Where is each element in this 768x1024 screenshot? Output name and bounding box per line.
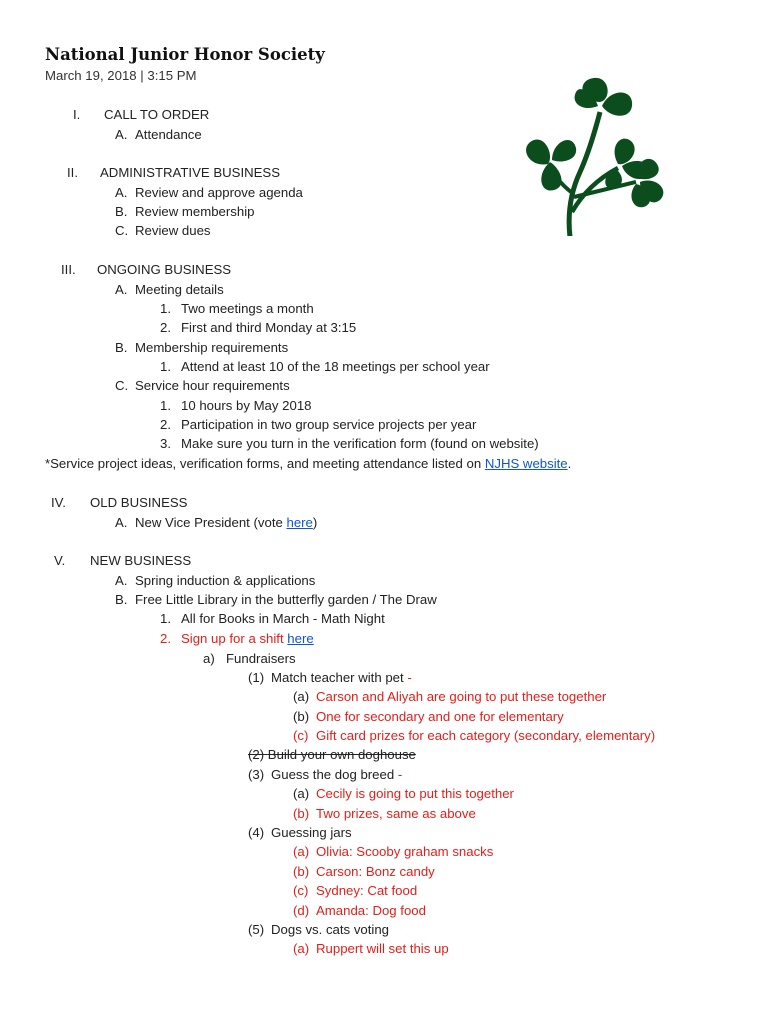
meeting-date: March 19, 2018 | 3:15 PM	[45, 68, 197, 83]
document-title: National Junior Honor Society	[45, 45, 325, 64]
vote-here-link[interactable]: here	[286, 515, 313, 530]
fundraiser-doghouse-struck: (2) Build your own doghouse	[248, 747, 416, 762]
shift-signup-link[interactable]: here	[287, 631, 314, 646]
service-project-note: *Service project ideas, verification forms, and meeting attendance listed on NJHS website.	[45, 456, 572, 471]
shamrock-image	[518, 72, 670, 236]
njhs-website-link[interactable]: NJHS website	[484, 456, 568, 471]
